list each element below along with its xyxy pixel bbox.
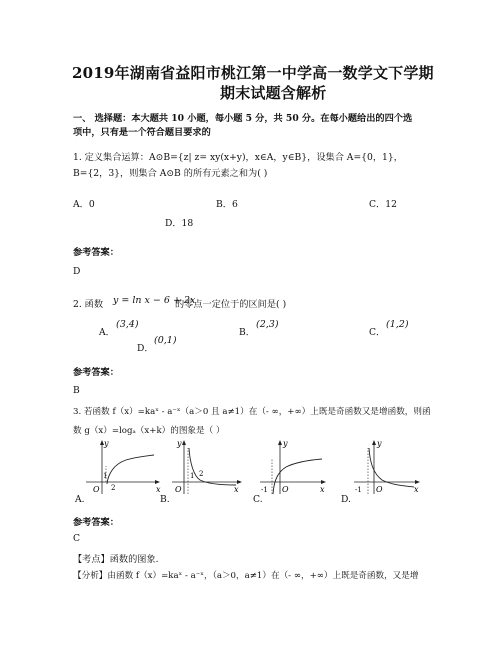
q1-answer-label: 参考答案： [73, 247, 119, 258]
graph-a-label: A. [75, 494, 85, 505]
graph-b [170, 438, 250, 496]
graph-a-curve [107, 455, 154, 484]
q2-option-a-value: (3,4) [116, 319, 139, 330]
graph-d-label: D. [341, 494, 351, 505]
section-header-line2: 项中，只有是一个符合题目要求的 [73, 127, 211, 138]
graph-a-y-label: y [104, 439, 109, 448]
graph-c-tick-neg1: -1 [261, 486, 268, 494]
graph-d [352, 438, 428, 496]
graph-d-curve [369, 448, 414, 487]
graph-a [84, 438, 164, 496]
q2-option-d-label: D． [137, 343, 154, 354]
graph-c [258, 438, 334, 496]
graph-d-y-arrow [372, 440, 376, 445]
graph-b-origin: O [175, 485, 182, 494]
q3-answer-label: 参考答案： [73, 517, 119, 528]
graph-b-curve [189, 448, 236, 485]
q2-option-c-label: C． [369, 327, 386, 338]
q2-option-d-value: (0,1) [154, 335, 177, 346]
graph-d-tick-neg1: -1 [355, 486, 362, 494]
graph-c-label: C. [253, 494, 263, 505]
graph-a-origin: O [93, 485, 100, 494]
q3-text-line2: 数 g（x）=logₐ（x+k）的图象是（ ） [73, 426, 225, 436]
q2-option-a-label: A． [99, 327, 115, 338]
q1-answer: D [73, 266, 81, 277]
graph-a-x-label: x [156, 485, 161, 494]
graph-d-x-label: x [414, 485, 419, 494]
graph-b-tick-1: 1 [190, 472, 195, 480]
q2-suffix: 的零点一定位于的区间是( ) [175, 299, 287, 310]
q3-fenxi: 【分析】由函数 f（x）=kaˣ - a⁻ˣ，（a＞0，a≠1）在（- ∞，+∞）上既是奇函数，又是增 [73, 571, 419, 581]
q1-text-line1: 1. 定义集合运算：A⊙B={z| z= xy(x+y)，x∈A，y∈B}，设集合 A={0，1}， [73, 152, 403, 163]
graph-b-label: B. [160, 494, 170, 505]
q1-text-line2: B={2，3}，则集合 A⊙B 的所有元素之和为( ) [73, 168, 268, 179]
graph-b-x-arrow [237, 480, 242, 484]
q2-option-b-label: B． [239, 327, 255, 338]
q3-kaodian: 【考点】函数的图象. [73, 554, 159, 565]
q2-prefix: 2. 函数 [73, 299, 104, 310]
document-title-line1: 2019年湖南省益阳市桃江第一中学高一数学文下学期 [72, 64, 434, 82]
graph-d-y-label: y [377, 439, 382, 448]
graph-c-origin: O [282, 485, 289, 494]
section-header-line1: 一、 选择题：本大题共 10 小题，每小题 5 分，共 50 分。在每小题给出的四个选 [73, 113, 413, 124]
q2-answer: B [73, 385, 80, 396]
q2-option-c-value: (1,2) [386, 319, 409, 330]
graph-a-tick-2: 2 [111, 484, 116, 492]
q1-option-b: B．6 [216, 199, 238, 210]
graph-c-y-label: y [283, 439, 288, 448]
graph-b-y-label: y [177, 439, 182, 448]
graph-d-origin: O [376, 485, 383, 494]
graph-b-tick-2: 2 [199, 470, 204, 478]
graph-c-x-label: x [320, 485, 325, 494]
graph-d-x-arrow [415, 480, 420, 484]
graph-a-tick-1: 1 [103, 472, 108, 480]
document-title-line2: 期末试题含解析 [220, 84, 327, 102]
q2-function: y = ln x − 6 + 2x [113, 295, 196, 306]
q1-option-d: D．18 [165, 218, 194, 229]
graph-a-x-arrow [155, 480, 160, 484]
q2-answer-label: 参考答案： [73, 367, 119, 378]
q3-text-line1: 3. 若函数 f（x）=kaˣ - a⁻ˣ（a＞0 且 a≠1）在（- ∞，+∞）上既是奇函数又是增函数，则函 [73, 407, 431, 417]
graph-c-y-arrow [278, 440, 282, 445]
graph-b-x-label: x [234, 485, 239, 494]
graph-b-y-arrow [182, 440, 186, 445]
q1-option-c: C．12 [369, 199, 397, 210]
q1-option-a: A．0 [73, 199, 95, 210]
q3-answer: C [73, 533, 81, 544]
graph-c-x-arrow [321, 480, 326, 484]
q2-option-b-value: (2,3) [256, 319, 279, 330]
